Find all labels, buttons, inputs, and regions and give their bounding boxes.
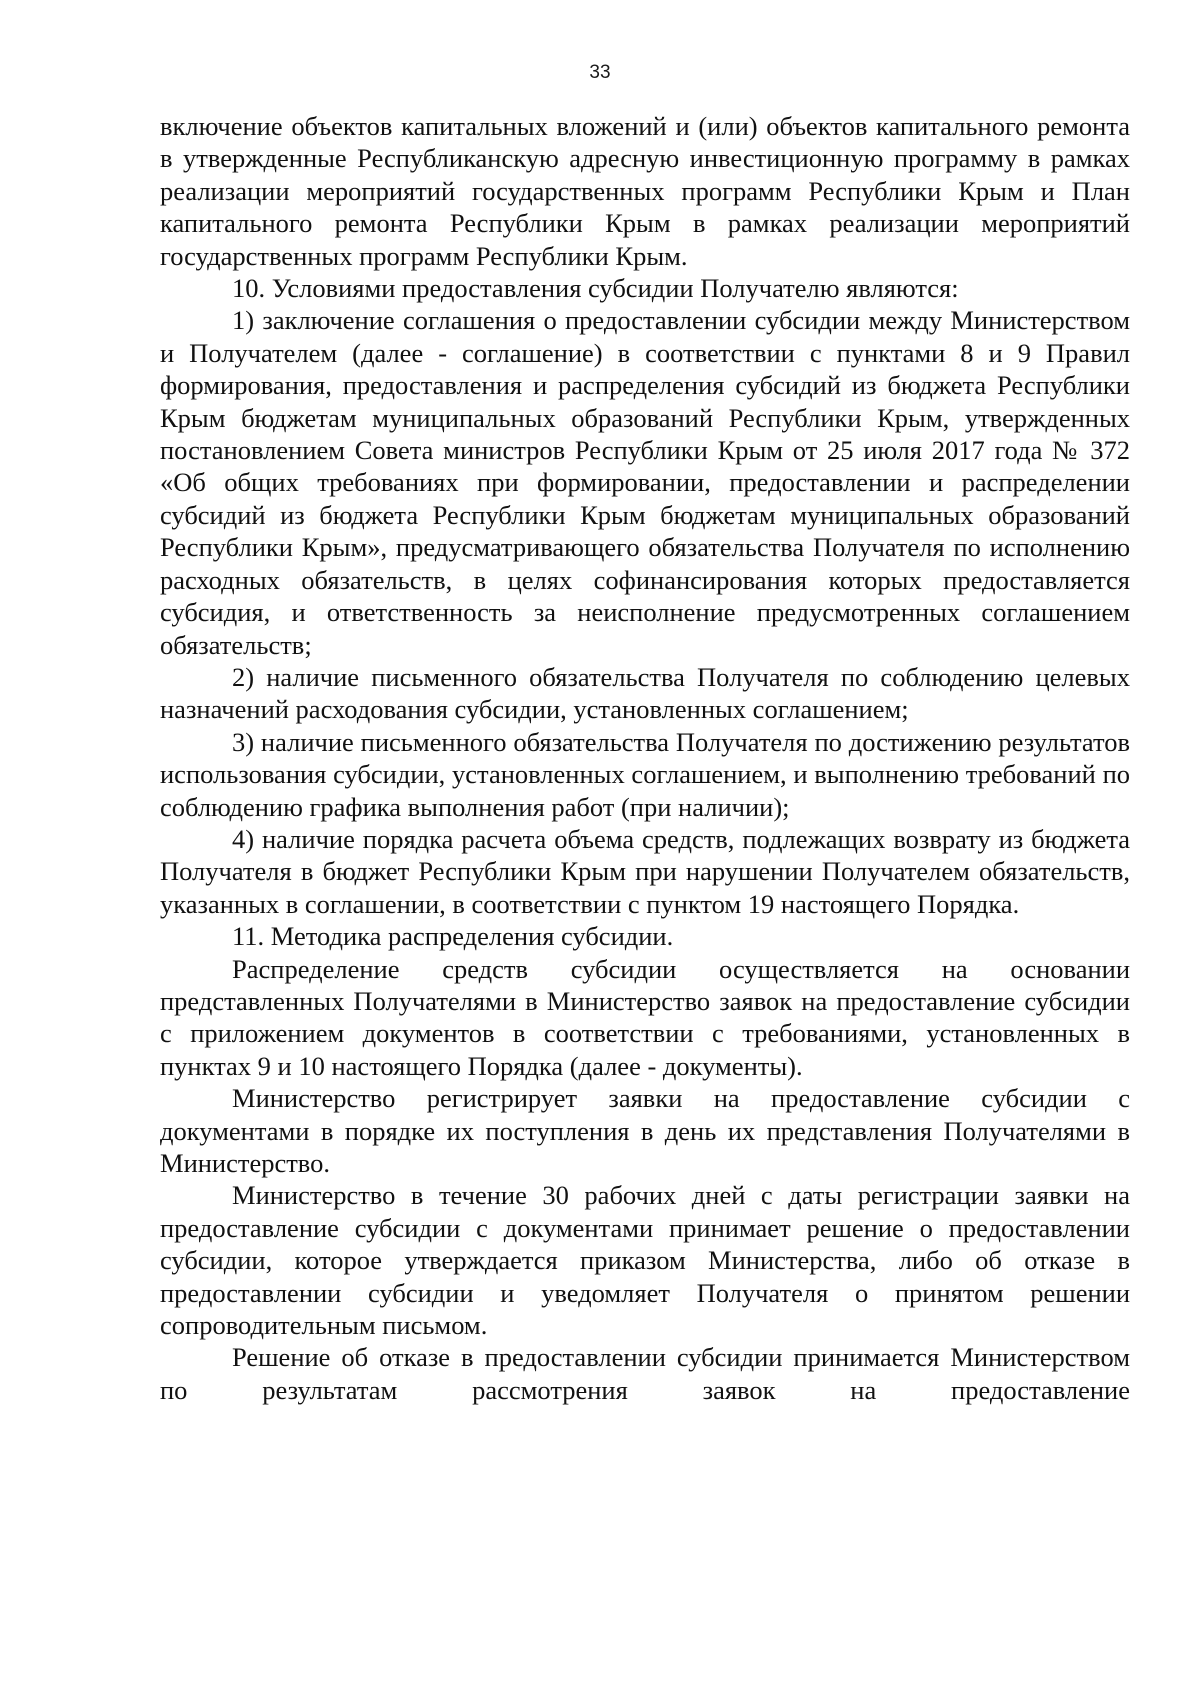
paragraph-distribution: Распределение средств субсидии осуществляется на основании представленных Получателями в Министерство заявок на предоставление субсидии с приложением документов в соответствии с требованиями, установленных в пунктах 9 и 10 настоящего Порядка (далее - документы). (160, 953, 1130, 1081)
paragraph-decision-term: Министерство в течение 30 рабочих дней с даты регистрации заявки на предоставление субсидии с документами принимает решение о предоставлении субсидии, которое утверждается приказом Министерства, либо об отказе в предоставлении субсидии и уведомляет Получателя о принятом решении сопроводительным письмом. (160, 1180, 1130, 1341)
page-number: 33 (589, 62, 611, 83)
paragraph-registration: Министерство регистрирует заявки на предоставление субсидии с документами в порядке их поступления в день их представления Получателями в Министерство. (160, 1083, 1130, 1178)
paragraph-item-1: 1) заключение соглашения о предоставлении субсидии между Министерством и Получателем (далее - соглашение) в соответствии с пунктами 8 и 9 Правил формирования, предоставления и распределения субсидий из бюджета Республики Крым бюджетам муниципальных образований Республики Крым, утвержденных постановлением Совета министров Республики Крым от 25 июля 2017 года № 372 «Об общих требованиях при формировании, предоставлении и распределении субсидий из бюджета Республики Крым бюджетам муниципальных образований Республики Крым», предусматривающего обязательства Получателя по исполнению расходных обязательств, в целях софинансирования которых предоставляется субсидия, и ответственность за неисполнение предусмотренных соглашением обязательств; (160, 305, 1130, 660)
paragraph-item-2: 2) наличие письменного обязательства Получателя по соблюдению целевых назначений расходования субсидии, установленных соглашением; (160, 661, 1130, 725)
paragraph-item-4: 4) наличие порядка расчета объема средств, подлежащих возврату из бюджета Получателя в бюджет Республики Крым при нарушении Получателем обязательств, указанных в соглашении, в соответствии с пунктом 19 настоящего Порядка. (160, 823, 1130, 919)
paragraph-section-10: 10. Условиями предоставления субсидии Получателю являются: (232, 273, 959, 304)
document-body (160, 110, 1130, 1406)
paragraph-continuation: включение объектов капитальных вложений и (или) объектов капитального ремонта в утвержденные Республиканскую адресную инвестиционную программу в рамках реализации мероприятий государственных программ Республики Крым и План капитального ремонта Республики Крым в рамках реализации мероприятий государственных программ Республики Крым. (160, 111, 1130, 271)
paragraph-item-3: 3) наличие письменного обязательства Получателя по достижению результатов использования субсидии, установленных соглашением, и выполнению требований по соблюдению графика выполнения работ (при наличии); (160, 726, 1130, 822)
paragraph-refusal: Решение об отказе в предоставлении субсидии принимается Министерством по результатам рассмотрения заявок на предоставление (160, 1342, 1130, 1405)
paragraph-section-11: 11. Методика распределения субсидии. (232, 921, 674, 952)
